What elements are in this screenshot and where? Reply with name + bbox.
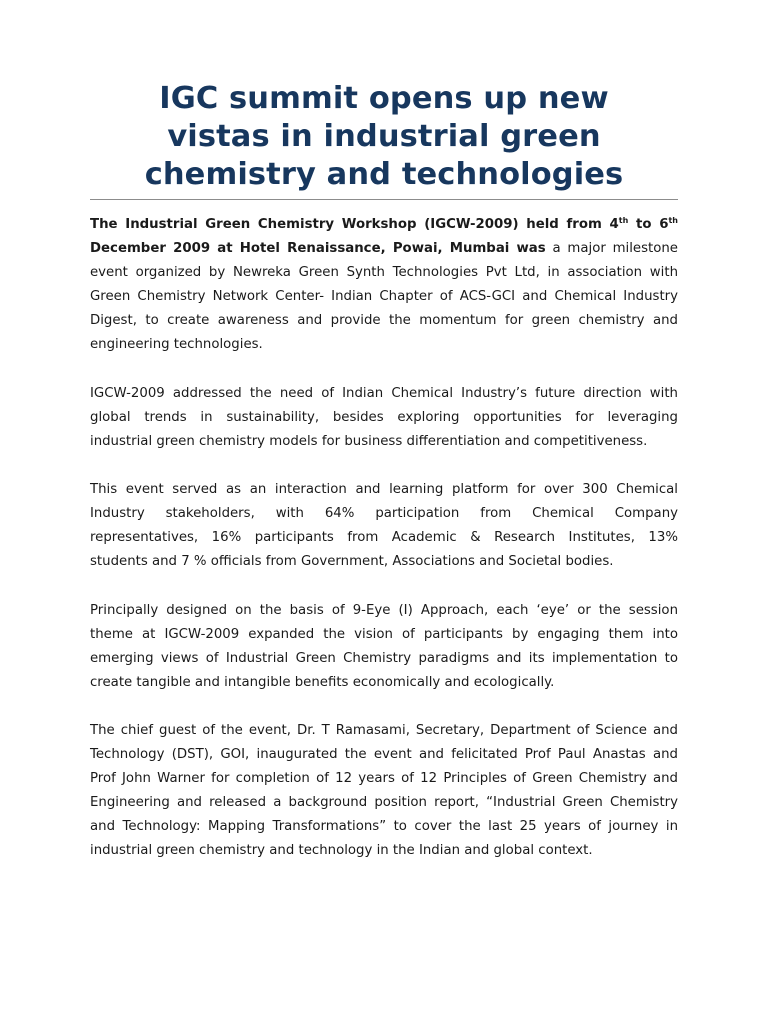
paragraph-line: Industry stakeholders, with 64% participation from Chemical Company bbox=[90, 506, 678, 522]
paragraph-line: The chief guest of the event, Dr. T Ramasami, Secretary, Department of Science and bbox=[90, 722, 678, 738]
headline-line-2: vistas in industrial green bbox=[167, 119, 601, 154]
ordinal-suffix: th bbox=[618, 216, 629, 225]
paragraph-line: Prof John Warner for completion of 12 years of 12 Principles of Green Chemistry and bbox=[90, 771, 678, 787]
title-divider bbox=[90, 199, 678, 200]
paragraph-line: Digest, to create awareness and provide the momentum for green chemistry and bbox=[90, 313, 678, 329]
paragraph-line: industrial green chemistry and technology in the Indian and global context. bbox=[90, 843, 593, 859]
ordinal-suffix: th bbox=[668, 216, 678, 225]
paragraph-intro bbox=[90, 213, 678, 358]
paragraph-line: industrial green chemistry models for business differentiation and competitiveness. bbox=[90, 433, 648, 449]
paragraph-line: This event served as an interaction and learning platform for over 300 Chemical bbox=[90, 482, 678, 498]
paragraph-line: theme at IGCW-2009 expanded the vision of participants by engaging them into bbox=[90, 626, 678, 642]
paragraph-line: engineering technologies. bbox=[90, 337, 263, 353]
headline bbox=[90, 80, 678, 194]
paragraph-line bbox=[90, 237, 678, 261]
paragraph-line: and Technology: Mapping Transformations” to cover the last 25 years of journey in bbox=[90, 819, 678, 835]
paragraph-line: representatives, 16% participants from Academic & Research Institutes, 13% bbox=[90, 530, 678, 546]
paragraph-chief-guest bbox=[90, 719, 678, 864]
headline-line-3: chemistry and technologies bbox=[144, 157, 624, 192]
paragraph-participation bbox=[90, 478, 678, 574]
paragraph-line: emerging views of Industrial Green Chemistry paradigms and its implementation to bbox=[90, 650, 678, 666]
paragraph-approach bbox=[90, 599, 678, 695]
article-body bbox=[90, 213, 678, 888]
paragraph-line: students and 7 % officials from Government, Associations and Societal bodies. bbox=[90, 554, 614, 570]
paragraph-line: create tangible and intangible benefits economically and ecologically. bbox=[90, 674, 555, 690]
headline-line-1: IGC summit opens up new bbox=[159, 81, 609, 116]
paragraph-line: Technology (DST), GOI, inaugurated the event and felicitated Prof Paul Anastas and bbox=[90, 747, 678, 763]
paragraph-line: IGCW-2009 addressed the need of Indian Chemical Industry’s future direction with bbox=[90, 385, 678, 401]
paragraph-line bbox=[90, 213, 678, 237]
paragraph-line: Principally designed on the basis of 9-Eye (I) Approach, each ‘eye’ or the session bbox=[90, 602, 678, 618]
intro-bold-text: The Industrial Green Chemistry Workshop (IGCW-2009) held from 4 bbox=[90, 217, 619, 232]
paragraph-line: global trends in sustainability, besides exploring opportunities for leveraging bbox=[90, 409, 678, 425]
paragraph-direction bbox=[90, 382, 678, 454]
intro-bold-text: December 2009 at Hotel Renaissance, Powai, Mumbai was bbox=[90, 241, 546, 257]
paragraph-line: Green Chemistry Network Center- Indian Chapter of ACS-GCI and Chemical Industry bbox=[90, 289, 678, 305]
paragraph-line: Engineering and released a background position report, “Industrial Green Chemistry bbox=[90, 795, 678, 811]
intro-text: a major milestone bbox=[545, 241, 678, 257]
intro-bold-text: to 6 bbox=[628, 217, 669, 232]
paragraph-line: event organized by Newreka Green Synth Technologies Pvt Ltd, in association with bbox=[90, 265, 678, 281]
